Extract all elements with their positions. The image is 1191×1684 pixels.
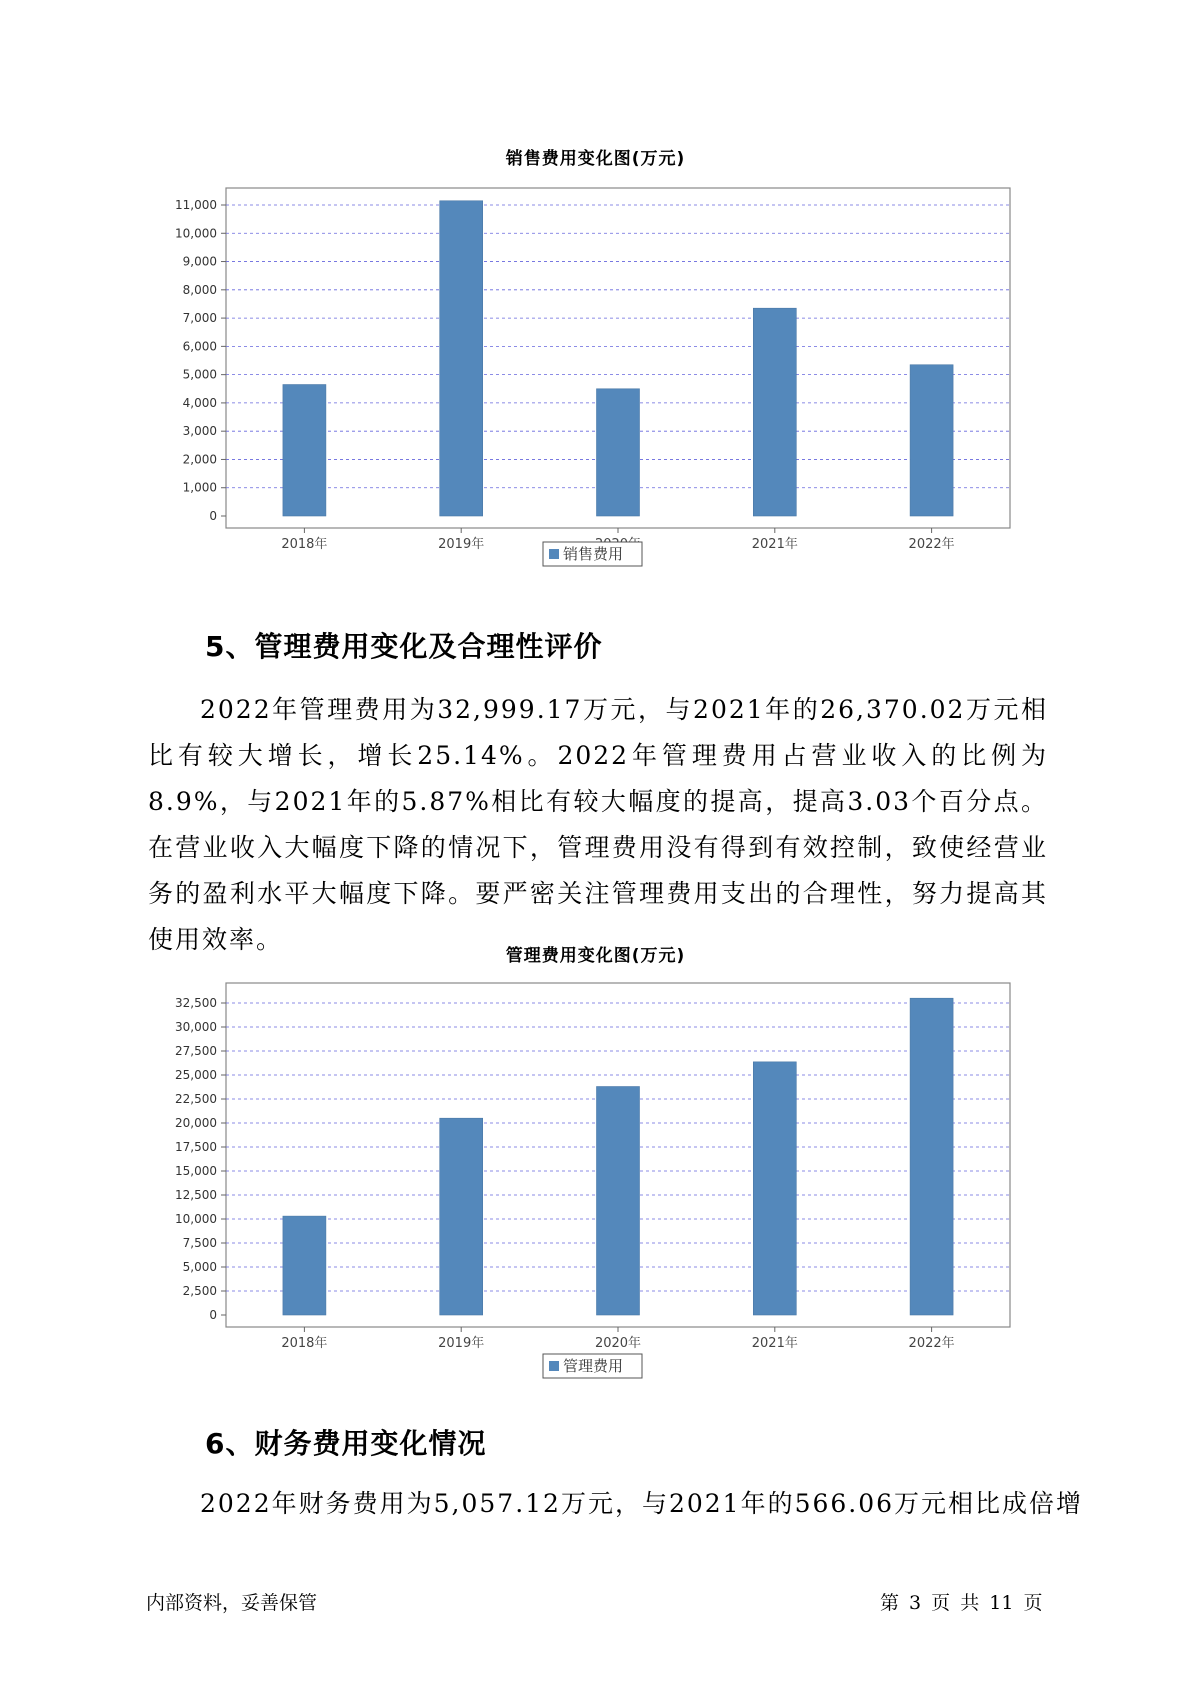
section-5-heading: 5、管理费用变化及合理性评价 [205,630,603,663]
y-tick-label: 22,500 [175,1092,217,1106]
y-tick-label: 4,000 [182,395,217,410]
x-tick-label: 2018年 [281,537,328,552]
y-tick-label: 7,500 [182,1236,217,1250]
y-tick-label: 0 [209,1308,217,1322]
x-tick-label: 2019年 [438,537,485,552]
bar [440,1118,483,1315]
y-tick-label: 11,000 [175,198,217,212]
x-tick-label: 2022年 [908,1336,955,1351]
y-tick-label: 10,000 [175,226,217,241]
footer-page-number: 第 3 页 共 11 页 [880,1592,1043,1614]
y-tick-label: 7,000 [182,311,217,326]
footer-confidential-note: 内部资料，妥善保管 [146,1592,318,1614]
y-tick-label: 27,500 [175,1044,217,1058]
x-tick-label: 2021年 [751,1336,798,1351]
x-tick-label: 2018年 [281,1336,328,1351]
section-6-paragraph: 2022年财务费用为5,057.12万元，与2021年的566.06万元相比成倍增 [200,1489,1084,1518]
y-tick-label: 5,000 [182,367,217,382]
y-tick-label: 1,000 [182,480,217,495]
x-tick-label: 2022年 [908,537,955,552]
x-tick-label: 2019年 [438,1336,485,1351]
y-tick-label: 10,000 [175,1212,217,1226]
chart-title: 销售费用变化图(万元) [505,149,686,169]
y-tick-label: 12,500 [175,1188,217,1202]
chart-title: 管理费用变化图(万元) [505,946,686,966]
y-tick-label: 15,000 [175,1164,217,1178]
y-tick-label: 17,500 [175,1140,217,1154]
y-tick-label: 6,000 [182,339,217,354]
y-tick-label: 3,000 [182,424,217,439]
legend-label: 销售费用 [563,545,624,563]
section-5-paragraph: 2022年管理费用为32,999.17万元，与2021年的26,370.02万元相比有较大增长，增长25.14%。2022年管理费用占营业收入的比例为8.9%，与2021年的5.87%相比有较大幅度的提高，提高3.03个百分点。在营业收入大幅度下降的情况下，管理费用没有得到有效控制，致使经营业务的盈利水平大幅度下降。要严密关注管理费用支出的合理性，努力提高其使用效率。 [148,695,1048,954]
y-tick-label: 30,000 [175,1020,217,1034]
y-tick-label: 25,000 [175,1068,217,1082]
legend-swatch [549,1361,559,1371]
section-6-heading: 6、财务费用变化情况 [205,1427,487,1460]
y-tick-label: 20,000 [175,1116,217,1130]
x-tick-label: 2020年 [594,1336,642,1351]
y-tick-label: 2,500 [182,1284,217,1298]
legend-label: 管理费用 [563,1357,624,1375]
y-tick-label: 9,000 [182,254,217,269]
y-tick-label: 32,500 [175,996,217,1010]
x-tick-label: 2021年 [751,537,798,552]
bar [753,1062,796,1315]
y-tick-label: 8,000 [182,282,217,297]
y-tick-label: 0 [209,509,217,523]
y-tick-label: 5,000 [182,1260,217,1274]
bar [283,1216,326,1315]
bar [910,998,953,1315]
bar [597,1087,640,1315]
y-tick-label: 2,000 [182,452,217,467]
